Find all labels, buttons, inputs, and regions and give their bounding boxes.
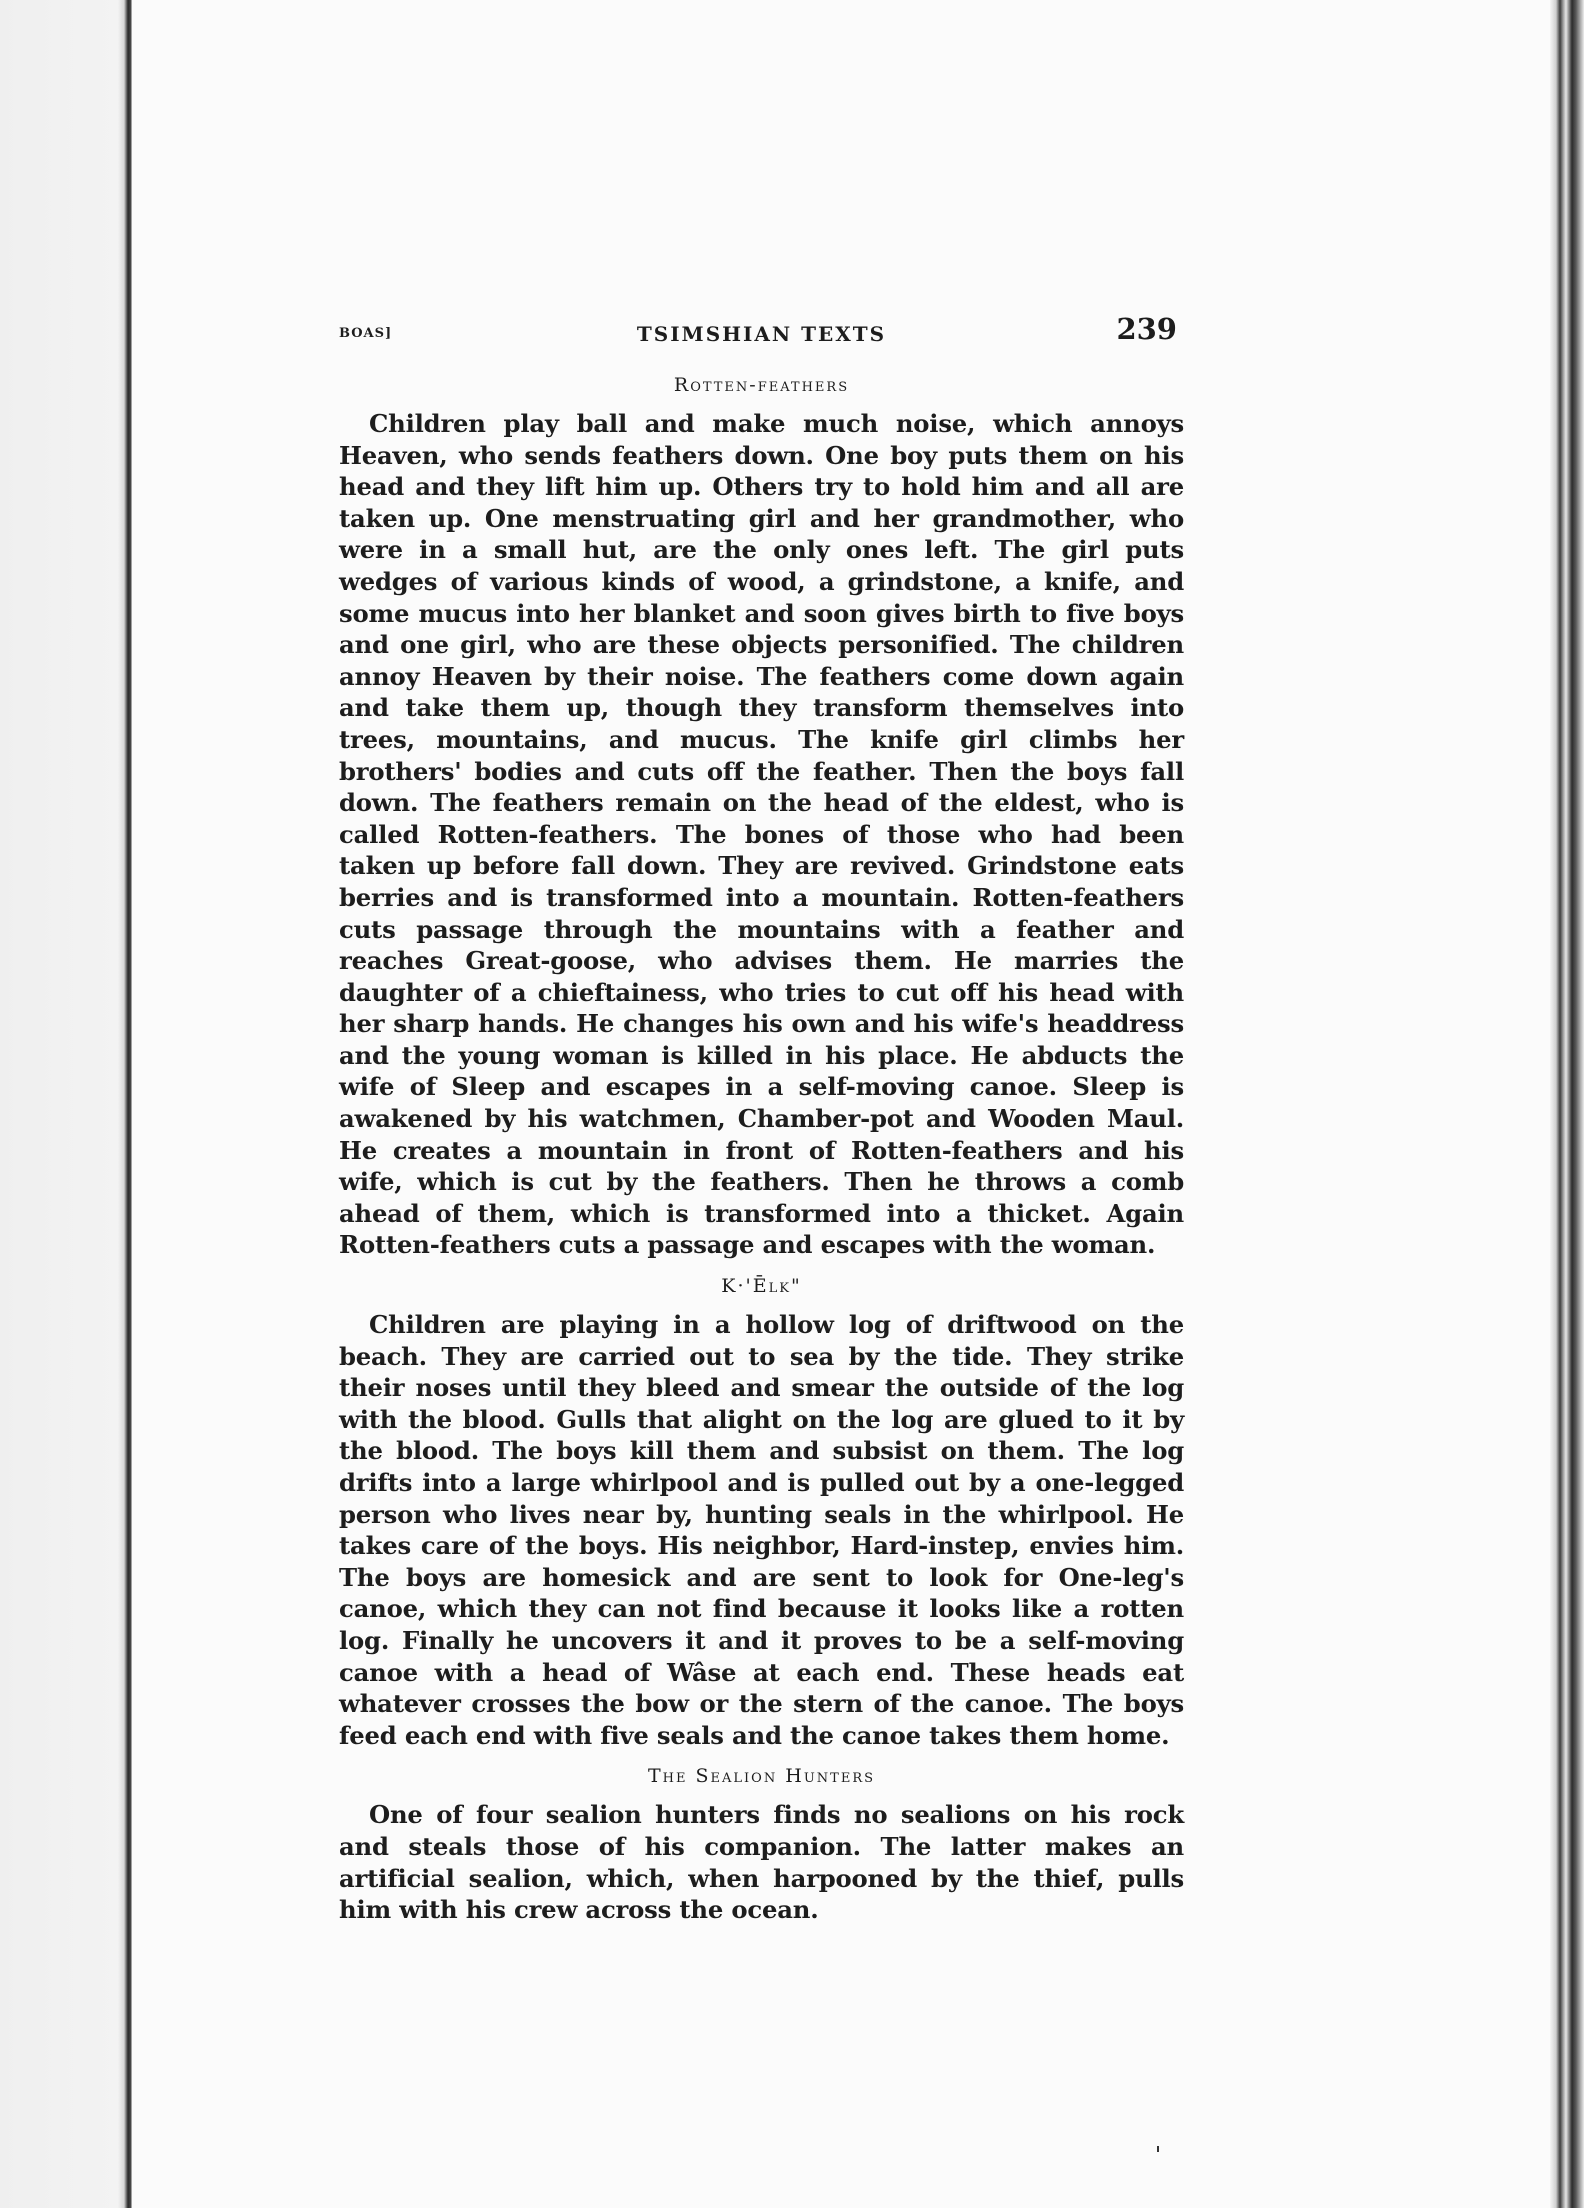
section-body-k-elk: Children are playing in a hollow log of driftwood on the beach. They are carried out to sea by the tide. They strike their noses until they bleed and smear the outside of the log with the blood. Gulls that alight on the log are glued to it by the blood. The boys kill them and subsist on them. The log drifts into a large whirlpool and is pulled out by a one-legged person who lives near by, hunting seals in the whirlpool. He takes care of the boys. His neighbor, Hard-instep, envies him. The boys are homesick and are sent to look for One-leg's canoe, which they can not find because it looks like a rotten log. Finally he uncovers it and it proves to be a self-moving canoe with a head of Wâse at each end. These heads eat whatever crosses the bow or the stern of the canoe. The boys feed each end with five seals and the canoe takes them home. — [339, 1310, 1184, 1750]
section-body-sealion-hunters: One of four sealion hunters finds no sealions on his rock and steals those of his companion. The latter makes an artificial sealion, which, when harpooned by the thief, pulls him with his crew across the ocean. — [339, 1800, 1184, 1925]
page-number: 239 — [1116, 312, 1177, 346]
running-title: TSIMSHIAN TEXTS — [636, 322, 887, 346]
running-head — [339, 312, 1184, 360]
scan-speck — [1157, 2146, 1159, 2152]
section-title-sealion-hunters: The Sealion Hunters — [647, 1765, 876, 1788]
section-title-rotten-feathers: Rotten-feathers — [673, 374, 850, 396]
author-tag: BOAS] — [339, 326, 393, 341]
page-content — [339, 312, 1184, 1926]
section-title-k-elk: K·'Ēlk" — [721, 1275, 802, 1298]
book-page-edge-right — [1550, 0, 1584, 2208]
book-gutter-left — [0, 0, 132, 2208]
section-body-rotten-feathers: Children play ball and make much noise, which annoys Heaven, who sends feathers down. One boy puts them on his head and they lift him up. Others try to hold him and all are taken up. One menstruating girl and her grandmother, who were in a small hut, are the only ones left. The girl puts wedges of various kinds of wood, a grindstone, a knife, and some mucus into her blanket and soon gives birth to five boys and one girl, who are these objects personified. The children annoy Heaven by their noise. The feathers come down again and take them up, though they transform themselves into trees, mountains, and mucus. The knife girl climbs her brothers' bodies and cuts off the feather. Then the boys fall down. The feathers remain on the head of the eldest, who is called Rotten-feathers. The bones of those who had been taken up before fall down. They are revived. Grindstone eats berries and is transformed into a mountain. Rotten-feathers cuts passage through the mountains with a feather and reaches Great-goose, who advises them. He marries the daughter of a chieftainess, who tries to cut off his head with her sharp hands. He changes his own and his wife's headdress and the young woman is killed in his place. He abducts the wife of Sleep and escapes in a self-moving canoe. Sleep is awakened by his watchmen, Chamber-pot and Wooden Maul. He creates a mountain in front of Rotten-feathers and his wife, which is cut by the feathers. Then he throws a comb ahead of them, which is transformed into a thicket. Again Rotten-feathers cuts a passage and escapes with the woman. — [339, 409, 1184, 1260]
